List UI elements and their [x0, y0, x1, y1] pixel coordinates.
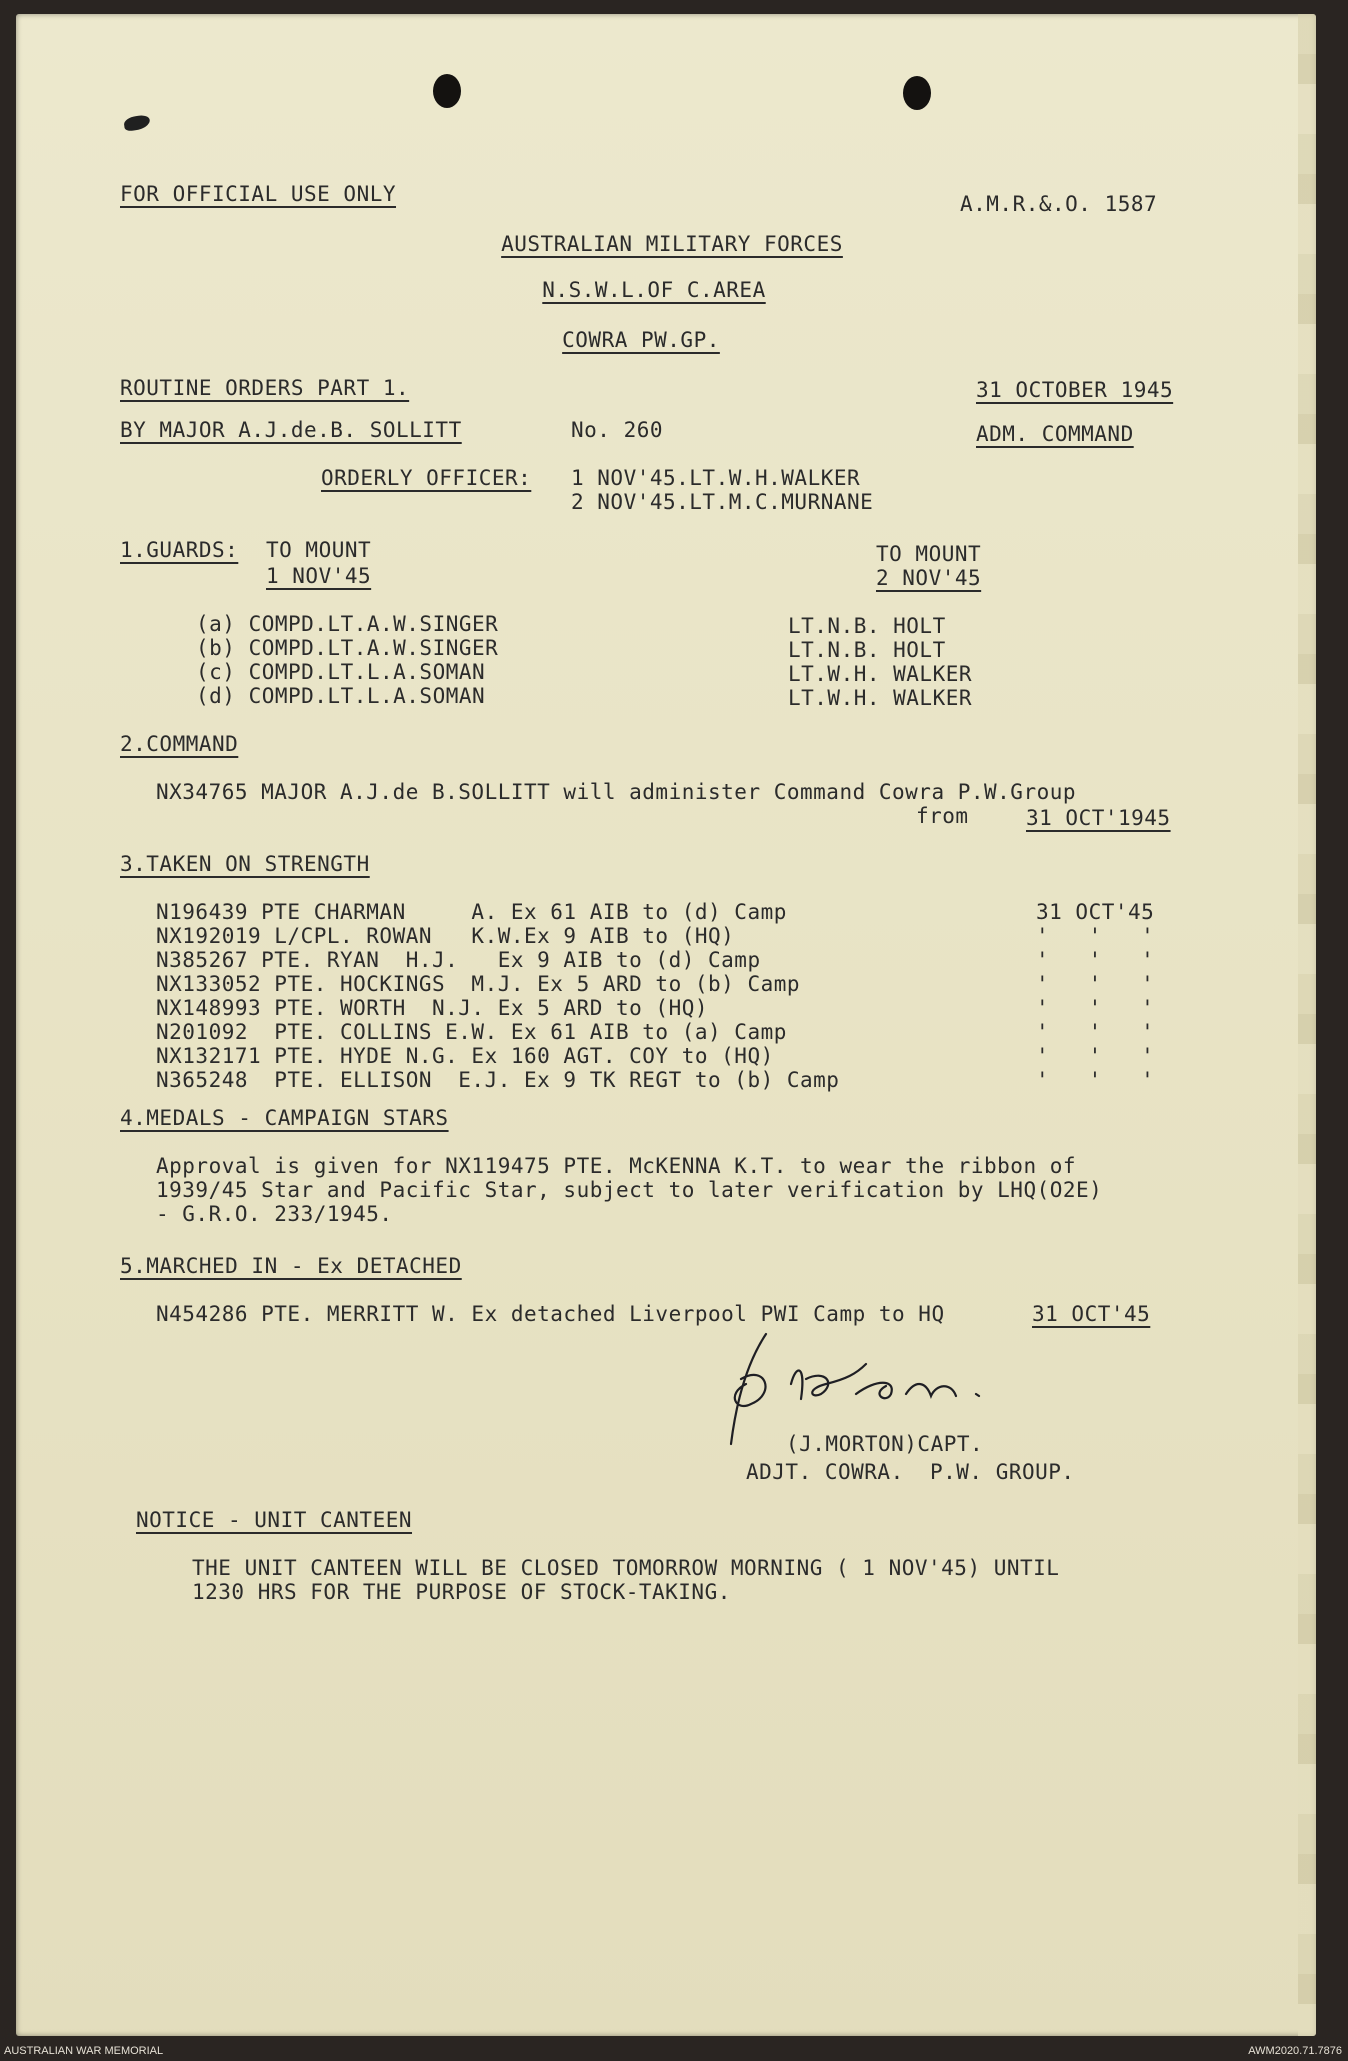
notice-line: 1230 HRS FOR THE PURPOSE OF STOCK-TAKING.	[192, 1580, 731, 1604]
orderly-officer-line: 1 NOV'45.LT.W.H.WALKER	[571, 466, 861, 490]
ink-blot	[123, 114, 151, 131]
punch-hole-left	[433, 74, 461, 108]
strength-date: ' ' '	[1036, 996, 1155, 1020]
strength-row: NX132171 PTE. HYDE N.G. Ex 160 AGT. COY to (HQ)	[156, 1044, 774, 1068]
marched-line: N454286 PTE. MERRITT W. Ex detached Liverpool PWI Camp to HQ	[156, 1302, 945, 1326]
org-area: N.S.W.L.OF C.AREA	[542, 278, 766, 302]
strength-date: ' ' '	[1036, 924, 1155, 948]
strength-date: ' ' '	[1036, 1020, 1155, 1044]
strength-row: NX148993 PTE. WORTH N.J. Ex 5 ARD to (HQ)	[156, 996, 709, 1020]
column-header: 2 NOV'45	[876, 566, 982, 590]
section-heading: 1.GUARDS:	[120, 538, 239, 562]
orderly-officer-line: 2 NOV'45.LT.M.C.MURNANE	[571, 490, 874, 514]
archive-footer	[0, 2042, 1348, 2061]
strength-date: ' ' '	[1036, 972, 1155, 996]
archive-name: AUSTRALIAN WAR MEMORIAL	[4, 2045, 164, 2057]
medals-line: Approval is given for NX119475 PTE. McKENNA K.T. to wear the ribbon of	[156, 1154, 1077, 1178]
strength-date: ' ' '	[1036, 1044, 1155, 1068]
column-header: 1 NOV'45	[266, 564, 372, 588]
column-header: TO MOUNT	[876, 542, 982, 566]
signatory-name: (J.MORTON)CAPT.	[786, 1432, 984, 1456]
medals-line: 1939/45 Star and Pacific Star, subject to later verification by LHQ(O2E)	[156, 1178, 1103, 1202]
marched-date: 31 OCT'45	[1032, 1302, 1151, 1326]
orders-title: ROUTINE ORDERS PART 1.	[120, 376, 410, 400]
section-heading: 4.MEDALS - CAMPAIGN STARS	[120, 1106, 449, 1130]
guard-row-right: LT.N.B. HOLT	[788, 614, 946, 638]
guard-row-right: LT.N.B. HOLT	[788, 638, 946, 662]
medals-line: - G.R.O. 233/1945.	[156, 1202, 393, 1226]
orderly-officer-label: ORDERLY OFFICER:	[321, 466, 532, 490]
strength-row: N385267 PTE. RYAN H.J. Ex 9 AIB to (d) Camp	[156, 948, 761, 972]
column-header: TO MOUNT	[266, 538, 372, 562]
guard-row-left: (a) COMPD.LT.A.W.SINGER	[196, 612, 499, 636]
org-group: COWRA PW.GP.	[562, 328, 720, 352]
reference-number: A.M.R.&.O. 1587	[960, 192, 1158, 216]
punch-hole-right	[903, 76, 931, 110]
command-from: from	[916, 804, 969, 828]
command-label: ADM. COMMAND	[976, 422, 1134, 446]
guard-row-right: LT.W.H. WALKER	[788, 686, 973, 710]
document-page	[16, 14, 1316, 2036]
strength-row: N201092 PTE. COLLINS E.W. Ex 61 AIB to (a) Camp	[156, 1020, 787, 1044]
torn-edge	[1298, 14, 1316, 2036]
section-heading: 2.COMMAND	[120, 732, 239, 756]
strength-row: N365248 PTE. ELLISON E.J. Ex 9 TK REGT to (b) Camp	[156, 1068, 840, 1092]
notice-heading: NOTICE - UNIT CANTEEN	[136, 1508, 413, 1532]
strength-date: ' ' '	[1036, 1068, 1155, 1092]
signatory-title: ADJT. COWRA. P.W. GROUP.	[746, 1460, 1075, 1484]
command-date: 31 OCT'1945	[1026, 806, 1171, 830]
guard-row-left: (d) COMPD.LT.L.A.SOMAN	[196, 684, 486, 708]
strength-date: 31 OCT'45	[1036, 900, 1155, 924]
strength-row: NX192019 L/CPL. ROWAN K.W.Ex 9 AIB to (HQ)	[156, 924, 735, 948]
order-number: No. 260	[571, 418, 664, 442]
org-title: AUSTRALIAN MILITARY FORCES	[501, 232, 843, 256]
strength-row: NX133052 PTE. HOCKINGS M.J. Ex 5 ARD to (b) Camp	[156, 972, 801, 996]
strength-date: ' ' '	[1036, 948, 1155, 972]
guard-row-right: LT.W.H. WALKER	[788, 662, 973, 686]
guard-row-left: (b) COMPD.LT.A.W.SINGER	[196, 636, 499, 660]
classification-label: FOR OFFICIAL USE ONLY	[120, 182, 397, 206]
guard-row-left: (c) COMPD.LT.L.A.SOMAN	[196, 660, 486, 684]
section-heading: 3.TAKEN ON STRENGTH	[120, 852, 370, 876]
strength-row: N196439 PTE CHARMAN A. Ex 61 AIB to (d) Camp	[156, 900, 787, 924]
authority-line: BY MAJOR A.J.de.B. SOLLITT	[120, 418, 462, 442]
section-heading: 5.MARCHED IN - Ex DETACHED	[120, 1254, 462, 1278]
notice-line: THE UNIT CANTEEN WILL BE CLOSED TOMORROW MORNING ( 1 NOV'45) UNTIL	[192, 1556, 1060, 1580]
orders-date: 31 OCTOBER 1945	[976, 378, 1174, 402]
command-line: NX34765 MAJOR A.J.de B.SOLLITT will administer Command Cowra P.W.Group	[156, 780, 1077, 804]
archive-reference: AWM2020.71.7876	[1248, 2045, 1342, 2057]
